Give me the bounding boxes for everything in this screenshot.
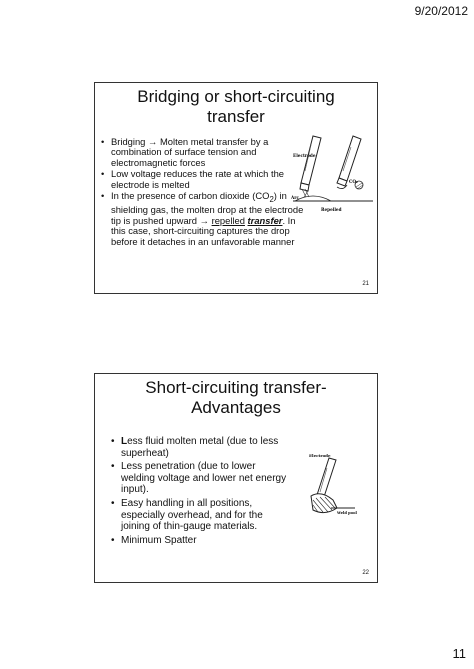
bullet-item: • Low voltage reduces the rate at which the electrode is melted xyxy=(101,169,307,190)
bullet-text: ess fluid molten metal (due to less superheat) xyxy=(121,436,279,459)
bullet-text: . In this case, short-circuiting captures the drop before it detaches in an unfavorable manner xyxy=(111,214,296,247)
slide-title-line-1: Bridging or short-circuiting xyxy=(137,87,335,106)
label-electrode: Electrode xyxy=(309,453,331,458)
bullet-item: • Bridging → Molten metal transfer by a combination of surface tension and electromagnetic forces xyxy=(101,137,307,168)
slide-title xyxy=(95,378,377,418)
repelled-word: repelled xyxy=(211,214,245,226)
slide-title-line-1: Short-circuiting transfer- xyxy=(145,378,327,397)
slide-title-line-2: Advantages xyxy=(191,398,281,417)
repelled-transfer-figure xyxy=(291,131,375,217)
electrode-left xyxy=(300,136,321,197)
weld-pool xyxy=(311,494,337,513)
bullet-item: • Minimum Spatter xyxy=(111,535,289,547)
bullet-item xyxy=(101,191,307,247)
transfer-word: transfer xyxy=(247,214,283,226)
bullet-item xyxy=(111,436,289,459)
bullet-list xyxy=(111,436,289,548)
label-repelled: Repelled xyxy=(321,207,342,212)
subscript-2: 2 xyxy=(269,194,274,204)
slide-number: 21 xyxy=(362,281,369,287)
bullet-text: ) in shielding gas, the molten drop at the electrode tip is pushed upward → xyxy=(111,190,304,226)
bullet-text: In the presence of carbon dioxide (CO xyxy=(111,190,270,202)
bullet-item: • Less penetration (due to lower welding voltage and lower net energy input). xyxy=(111,461,289,496)
label-co2: CO₂ xyxy=(349,179,358,184)
page-date: 9/20/2012 xyxy=(414,4,468,18)
page-number: 11 xyxy=(452,646,466,661)
slide-title xyxy=(95,87,377,127)
slide-number: 22 xyxy=(362,570,369,576)
label-arc: Arc xyxy=(291,195,300,200)
label-weld-pool: Weld pool xyxy=(337,511,357,515)
slide-21 xyxy=(94,82,378,294)
slide-22 xyxy=(94,373,378,583)
bullet-list xyxy=(101,137,307,248)
label-electrode: Electrode xyxy=(293,153,316,158)
short-circuit-figure xyxy=(303,450,357,520)
slide-title-line-2: transfer xyxy=(207,107,265,126)
bullet-bold-letter: L xyxy=(121,436,128,447)
bullet-item: • Easy handling in all positions, especially overhead, and for the joining of thin-gauge materials. xyxy=(111,498,289,533)
